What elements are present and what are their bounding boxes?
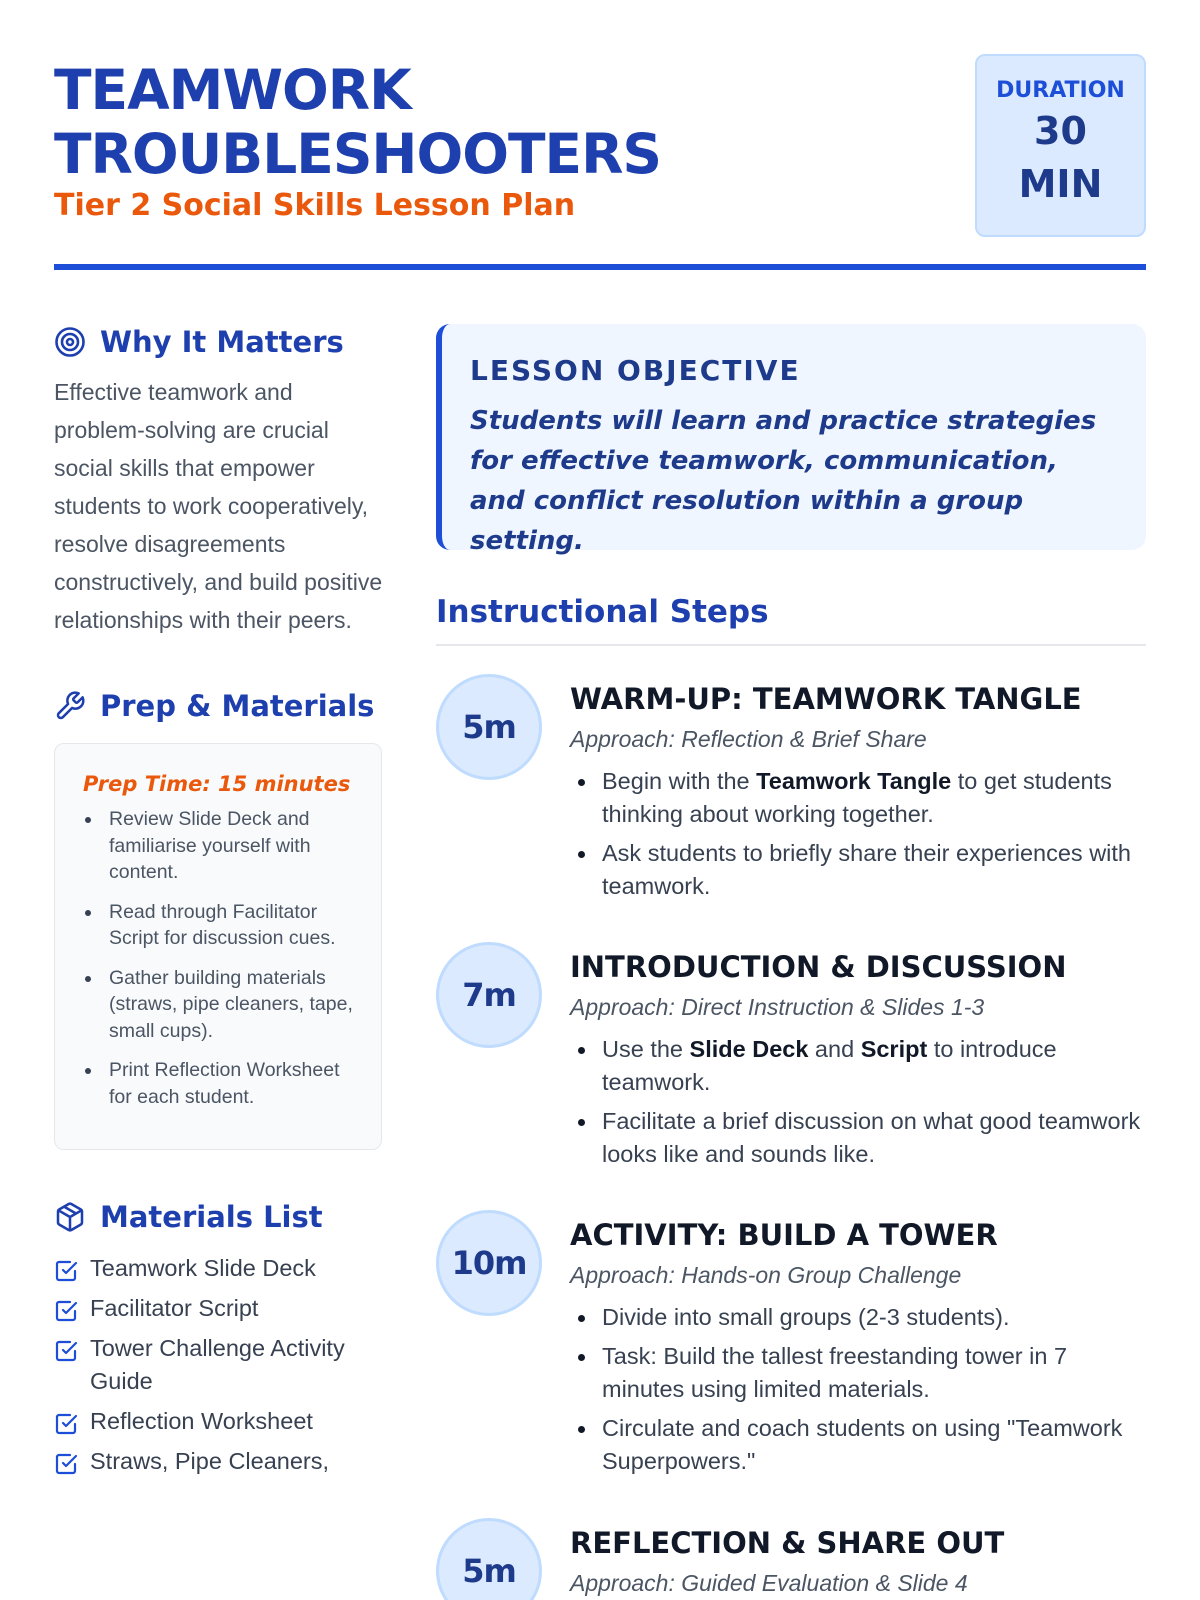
title-line-2: TROUBLESHOOTERS bbox=[54, 122, 662, 186]
step-bullets bbox=[570, 1301, 1146, 1478]
materials-title: Materials List bbox=[100, 1200, 323, 1234]
material-item bbox=[54, 1445, 384, 1478]
checkbox-checked-icon bbox=[54, 1299, 78, 1323]
title-line-1: TEAMWORK bbox=[54, 58, 411, 122]
step-bullets bbox=[570, 1033, 1146, 1171]
material-item bbox=[54, 1405, 384, 1438]
checkbox-checked-icon bbox=[54, 1452, 78, 1476]
prep-heading bbox=[54, 689, 384, 723]
prep-title: Prep & Materials bbox=[100, 689, 375, 723]
step-approach: Approach: Reflection & Brief Share bbox=[570, 726, 927, 752]
material-item bbox=[54, 1292, 384, 1325]
material-item bbox=[54, 1252, 384, 1285]
left-column bbox=[54, 325, 384, 1485]
duration-badge bbox=[975, 54, 1146, 237]
step-activity bbox=[436, 1210, 1146, 1518]
step-time-badge: 5m bbox=[436, 674, 542, 780]
materials-list bbox=[54, 1252, 384, 1478]
prep-item: Gather building materials (straws, pipe cleaners, tape, small cups). bbox=[83, 965, 357, 1045]
step-title: ACTIVITY: BUILD A TOWER bbox=[570, 1218, 998, 1252]
step-reflection bbox=[436, 1518, 1146, 1597]
material-label: Straws, Pipe Cleaners, bbox=[90, 1448, 330, 1474]
duration-label: DURATION bbox=[996, 78, 1125, 103]
materials-heading bbox=[54, 1200, 384, 1234]
step-warmup bbox=[436, 674, 1146, 942]
objective-label: LESSON OBJECTIVE bbox=[470, 354, 801, 387]
step-title: INTRODUCTION & DISCUSSION bbox=[570, 950, 1067, 984]
step-time-badge: 5m bbox=[436, 1518, 542, 1600]
material-label: Reflection Worksheet bbox=[90, 1408, 313, 1434]
step-introduction bbox=[436, 942, 1146, 1210]
checkbox-checked-icon bbox=[54, 1412, 78, 1436]
material-label: Teamwork Slide Deck bbox=[90, 1255, 316, 1281]
checkbox-checked-icon bbox=[54, 1339, 78, 1363]
step-title: WARM-UP: TEAMWORK TANGLE bbox=[570, 682, 1082, 716]
duration-value: 30 MIN bbox=[1018, 109, 1103, 206]
step-title: REFLECTION & SHARE OUT bbox=[570, 1526, 1005, 1560]
checkbox-checked-icon bbox=[54, 1259, 78, 1283]
objective-card bbox=[436, 324, 1146, 556]
right-column bbox=[436, 324, 1146, 1597]
step-bullet: Facilitate a brief discussion on what good teamwork looks like and sounds like. bbox=[570, 1105, 1146, 1171]
step-bullet: Circulate and coach students on using "Teamwork Superpowers." bbox=[570, 1412, 1146, 1478]
prep-card bbox=[54, 743, 382, 1150]
prep-time: Prep Time: 15 minutes bbox=[83, 772, 351, 796]
step-bullet: Divide into small groups (2-3 students). bbox=[570, 1301, 1146, 1334]
box-icon bbox=[54, 1201, 86, 1233]
page-subtitle: Tier 2 Social Skills Lesson Plan bbox=[54, 188, 576, 223]
step-bullet: Begin with the Teamwork Tangle to get students thinking about working together. bbox=[570, 765, 1146, 831]
step-bullet: Ask students to briefly share their experiences with teamwork. bbox=[570, 837, 1146, 903]
prep-item: Read through Facilitator Script for discussion cues. bbox=[83, 899, 357, 952]
material-label: Tower Challenge Activity Guide bbox=[90, 1335, 345, 1394]
step-time-badge: 10m bbox=[436, 1210, 542, 1316]
step-bullet: Task: Build the tallest freestanding tower in 7 minutes using limited materials. bbox=[570, 1340, 1146, 1406]
lesson-header bbox=[54, 58, 1146, 270]
step-bullet: Use the Slide Deck and Script to introduce teamwork. bbox=[570, 1033, 1146, 1099]
prep-item: Review Slide Deck and familiarise yourself with content. bbox=[83, 806, 357, 886]
wrench-icon bbox=[54, 690, 86, 722]
why-heading bbox=[54, 325, 384, 359]
why-title: Why It Matters bbox=[100, 325, 344, 359]
material-item bbox=[54, 1332, 384, 1398]
step-bullets bbox=[570, 765, 1146, 903]
material-label: Facilitator Script bbox=[90, 1295, 259, 1321]
why-text: Effective teamwork and problem-solving are crucial social skills that empower students to work cooperatively, resolve disagreements constructively, and build positive relationships with their peers. bbox=[54, 379, 383, 633]
prep-list bbox=[83, 806, 357, 1110]
objective-text: Students will learn and practice strategies for effective teamwork, communication, and conflict resolution within a group setting. bbox=[470, 406, 1097, 556]
step-approach: Approach: Guided Evaluation & Slide 4 bbox=[570, 1570, 968, 1596]
steps-title: Instructional Steps bbox=[436, 594, 1146, 646]
target-icon bbox=[54, 326, 86, 358]
step-approach: Approach: Direct Instruction & Slides 1-3 bbox=[570, 994, 985, 1020]
step-approach: Approach: Hands-on Group Challenge bbox=[570, 1262, 962, 1288]
prep-item: Print Reflection Worksheet for each student. bbox=[83, 1057, 357, 1110]
step-time-badge: 7m bbox=[436, 942, 542, 1048]
